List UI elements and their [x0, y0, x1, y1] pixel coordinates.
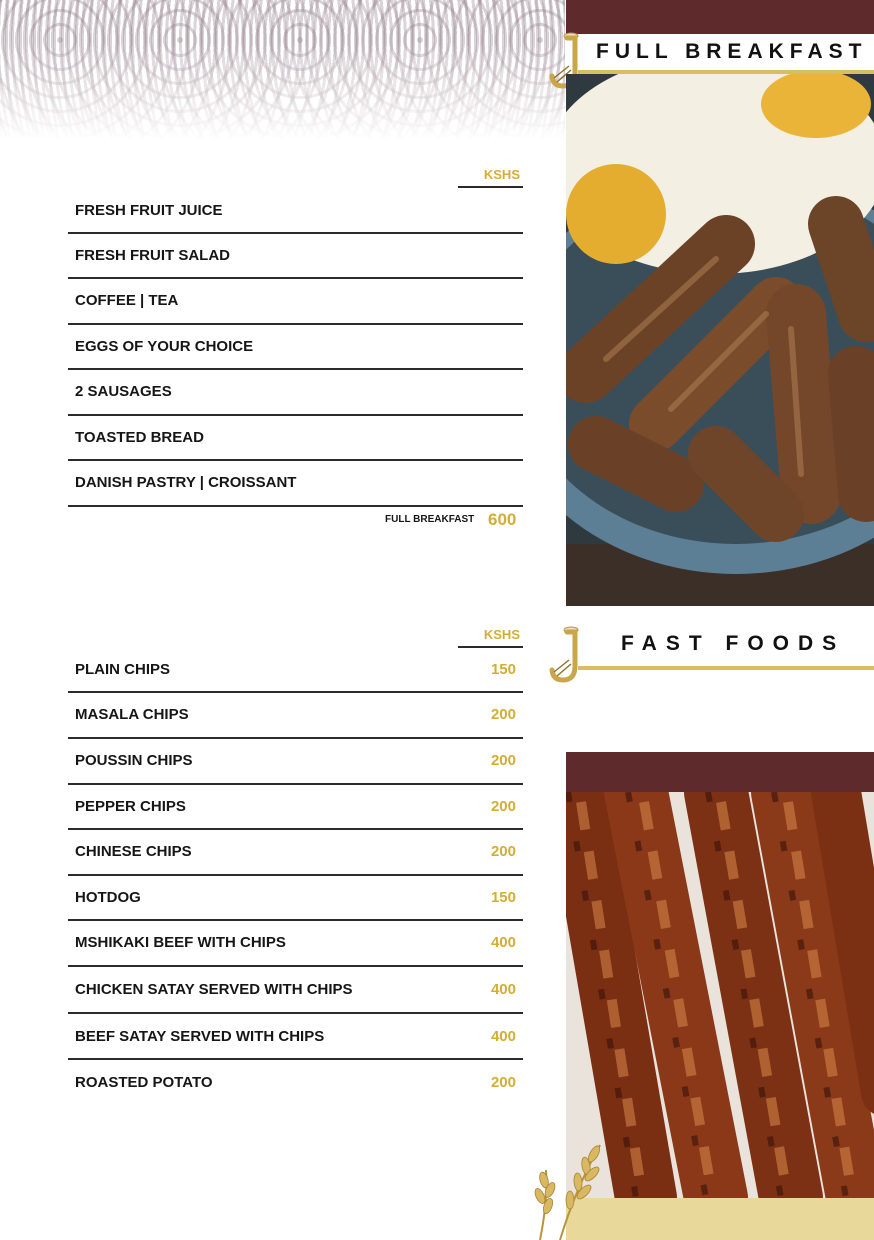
- wheat-icon: [520, 1130, 610, 1240]
- list-item: [68, 830, 523, 876]
- fastfoods-list: [68, 648, 523, 1106]
- item-price: 200: [490, 752, 516, 769]
- list-item: [68, 739, 523, 785]
- total-label: FULL BREAKFAST: [385, 514, 475, 525]
- item-name: FRESH FRUIT SALAD: [75, 247, 230, 264]
- item-name: MASALA CHIPS: [75, 706, 189, 723]
- list-item: [68, 648, 523, 693]
- item-name: FRESH FRUIT JUICE: [75, 202, 223, 219]
- currency-label-fastfoods: KSHS: [483, 627, 520, 642]
- item-name: PEPPER CHIPS: [75, 798, 186, 815]
- item-name: POUSSIN CHIPS: [75, 752, 193, 769]
- breakfast-list: [68, 188, 523, 507]
- list-item: [68, 1060, 523, 1106]
- currency-label-breakfast: KSHS: [483, 167, 520, 182]
- list-item: [68, 279, 523, 325]
- item-price: 400: [490, 1028, 516, 1045]
- header-band-breakfast: [566, 0, 874, 34]
- item-name: CHICKEN SATAY SERVED WITH CHIPS: [75, 981, 353, 998]
- list-item: [68, 693, 523, 739]
- section-title-breakfast: FULL BREAKFAST: [596, 40, 868, 63]
- cream-band: [566, 1198, 874, 1240]
- item-price: 200: [490, 798, 516, 815]
- list-item: [68, 967, 523, 1014]
- skewers-photo: [566, 792, 874, 1198]
- item-price: 200: [490, 843, 516, 860]
- section-title-fastfoods: FAST FOODS: [621, 632, 846, 655]
- gold-divider-fastfoods: [578, 666, 874, 670]
- total-price: 600: [488, 510, 517, 529]
- item-price: 150: [490, 661, 516, 678]
- list-item: [68, 416, 523, 461]
- item-name: PLAIN CHIPS: [75, 661, 171, 678]
- list-item: [68, 325, 523, 370]
- item-name: TOASTED BREAD: [75, 429, 204, 446]
- item-name: MSHIKAKI BEEF WITH CHIPS: [75, 934, 286, 951]
- item-name: EGGS OF YOUR CHOICE: [75, 338, 254, 355]
- j-logo-icon: [549, 624, 583, 684]
- item-name: DANISH PASTRY | CROISSANT: [75, 474, 297, 491]
- item-name: BEEF SATAY SERVED WITH CHIPS: [75, 1028, 325, 1045]
- item-name: COFFEE | TEA: [75, 292, 179, 309]
- item-price: 200: [490, 1074, 516, 1091]
- list-item: [68, 921, 523, 967]
- list-item: [68, 1014, 523, 1060]
- item-price: 400: [490, 981, 516, 998]
- item-price: 400: [490, 934, 516, 951]
- list-item: [68, 876, 523, 921]
- list-item: [68, 785, 523, 830]
- decorative-pattern: [0, 0, 565, 140]
- breakfast-photo: [566, 74, 874, 606]
- item-price: 200: [490, 706, 516, 723]
- list-item: [68, 188, 523, 234]
- list-item: [68, 370, 523, 416]
- list-item: [68, 234, 523, 279]
- item-name: ROASTED POTATO: [75, 1074, 213, 1091]
- photo-header-band: [566, 752, 874, 792]
- item-name: HOTDOG: [75, 889, 141, 906]
- item-price: 150: [490, 889, 516, 906]
- list-item: [68, 461, 523, 507]
- item-name: CHINESE CHIPS: [75, 843, 192, 860]
- item-name: 2 SAUSAGES: [75, 383, 172, 400]
